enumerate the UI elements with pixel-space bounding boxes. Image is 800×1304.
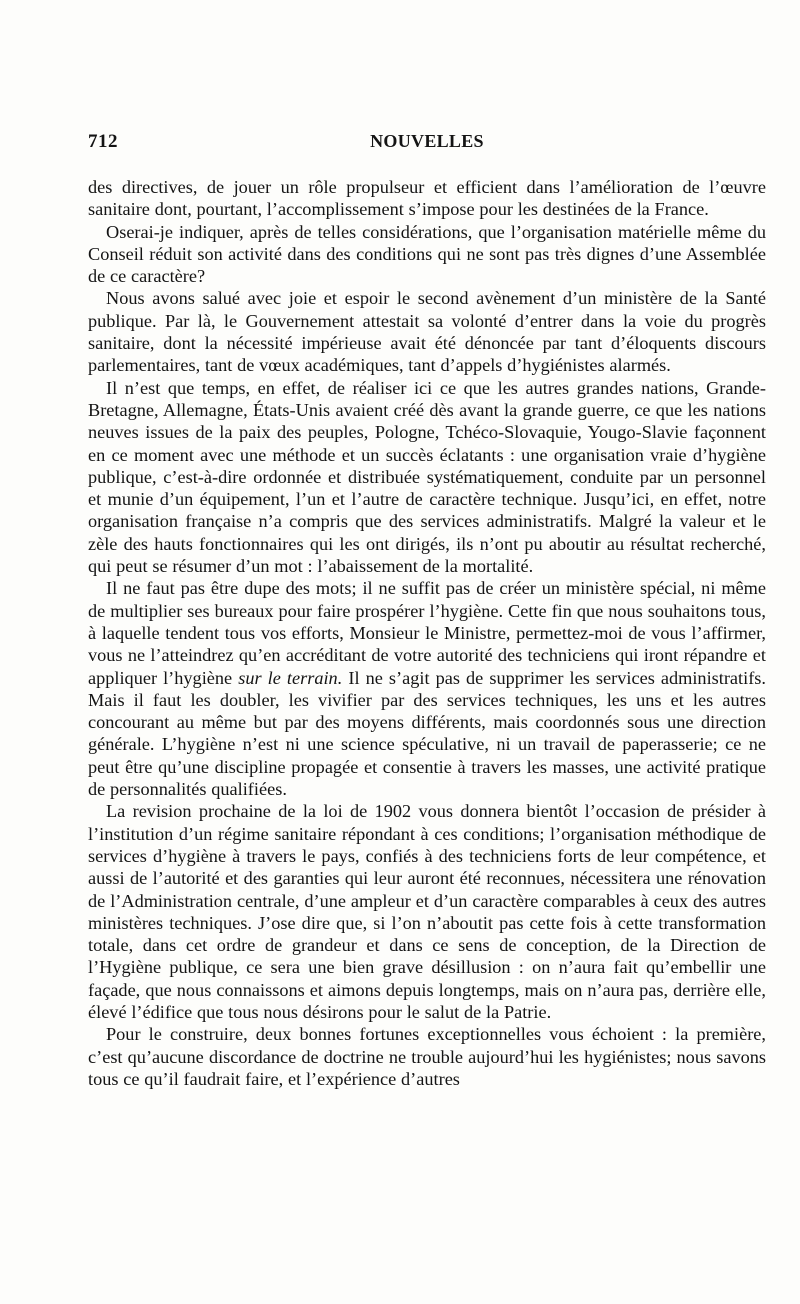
paragraph-text-after-emphasis: Il ne s’agit pas de supprimer les services administratifs. Mais il faut les doubler, les vivifier par des services techniques, les uns et les autres concourant au même but par des moyens différents, mais coordonnés sous une direction générale. L’hygiène n’est ni une science spéculative, ni un travail de paperasserie; ce ne peut être qu’une discipline propagée et consentie à travers les masses, une activité pratique de personnalités qualifiées. <box>88 667 766 800</box>
page-header <box>88 131 766 155</box>
paragraph-continuation: des directives, de jouer un rôle propulseur et efficient dans l’amélioration de l’œuvre sanitaire dont, pourtant, l’accomplissement s’impose pour les destinées de la France. <box>88 177 766 220</box>
page-number: 712 <box>88 131 118 152</box>
body-text <box>88 176 766 1090</box>
paragraph-text-before-emphasis: Il ne faut pas être dupe des mots; il ne suffit pas de créer un ministère spécial, ni même de multiplier ses bureaux pour faire prospérer l’hygiène. Cette fin que nous souhaitons tous, à laquelle tendent tous vos efforts, Monsieur le Ministre, permettez-moi de vous l’affirmer, vous ne l’atteindrez qu’en accréditant de votre autorité des techniciens qui iront répandre et appliquer l’hygiène <box>88 578 766 688</box>
paragraph-dupe-des-mots <box>88 577 766 800</box>
paragraph-ministere-sante: Nous avons salué avec joie et espoir le second avènement d’un ministère de la Santé publique. Par là, le Gouvernement attestait sa volonté d’entrer dans la voie du progrès sanitaire, dont la nécessité impérieuse avait été dénoncée par tant d’éloquents discours parlementaires, tant de vœux académiques, tant d’appels d’hygiénistes alarmés. <box>88 288 766 376</box>
paragraph-revision-loi-1902: La revision prochaine de la loi de 1902 vous donnera bientôt l’occasion de présider à l’institution d’un régime sanitaire répondant à ces conditions; l’organisation méthodique de services d’hygiène à travers le pays, confiés à des techniciens forts de leur compétence, et aussi de l’autorité et des garanties qui leur auront été reconnues, nécessitera une rénovation de l’Administration centrale, d’une ampleur et d’un caractère comparables à ceux des autres ministères techniques. J’ose dire que, si l’on n’aboutit pas cette fois à cette transformation totale, dans cet ordre de grandeur et dans ce sens de conception, de la Direction de l’Hygiène publique, ce sera une bien grave désillusion : on n’aura fait qu’embellir une façade, que nous connaissons et aimons depuis longtemps, mais on n’aura pas, derrière elle, élevé l’édifice que tous nous désirons pour le salut de la Patrie. <box>88 801 766 1022</box>
paragraph-grandes-nations: Il n’est que temps, en effet, de réaliser ici ce que les autres grandes nations, Grande-Bretagne, Allemagne, États-Unis avaient créé dès avant la grande guerre, ce que les nations neuves issues de la paix des peuples, Pologne, Tchéco-Slovaquie, Yougo-Slavie façonnent en ce moment avec une méthode et un succès éclatants : une organisation vraie d’hygiène publique, c’est-à-dire ordonnée et distribuée systématiquement, conduite par un personnel et munie d’un équipement, l’un et l’autre de caractère technique. Jusqu’ici, en effet, notre organisation française n’a compris que des services administratifs. Malgré la valeur et le zèle des hauts fonctionnaires qui les ont dirigés, ils n’ont pu aboutir au résultat recherché, qui peut se résumer d’un mot : l’abaissement de la mortalité. <box>88 377 766 577</box>
running-title: NOUVELLES <box>370 131 484 151</box>
emphasis-sur-le-terrain: sur le terrain. <box>238 667 343 688</box>
paragraph-conseil-organisation: Oserai-je indiquer, après de telles considérations, que l’organisation matérielle même du Conseil réduit son activité dans des conditions qui ne sont pas très dignes d’une Assemblée de ce caractère? <box>88 221 766 287</box>
paragraph-pour-le-construire: Pour le construire, deux bonnes fortunes exceptionnelles vous échoient : la première, c’est qu’aucune discordance de doctrine ne trouble aujourd’hui les hygiénistes; nous savons tous ce qu’il faudrait faire, et l’expérience d’autres <box>88 1024 766 1089</box>
